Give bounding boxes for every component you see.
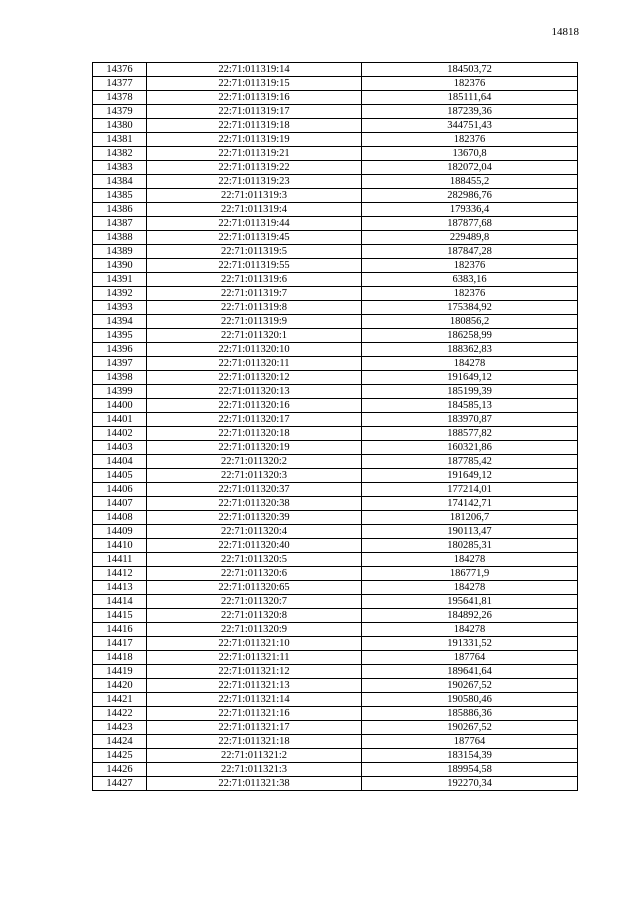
- value-cell: 185886,36: [362, 707, 578, 721]
- value-cell: 185199,39: [362, 385, 578, 399]
- value-cell: 282986,76: [362, 189, 578, 203]
- value-cell: 190267,52: [362, 679, 578, 693]
- table-row: [93, 301, 578, 315]
- value-cell: 182072,04: [362, 161, 578, 175]
- row-number-cell: 14404: [93, 455, 147, 469]
- row-number-cell: 14422: [93, 707, 147, 721]
- table-row: [93, 175, 578, 189]
- table-row: [93, 567, 578, 581]
- row-number-cell: 14416: [93, 623, 147, 637]
- table-row: [93, 665, 578, 679]
- cadastral-number-cell: 22:71:011319:8: [147, 301, 362, 315]
- cadastral-number-cell: 22:71:011319:3: [147, 189, 362, 203]
- cadastral-number-cell: 22:71:011319:22: [147, 161, 362, 175]
- row-number-cell: 14408: [93, 511, 147, 525]
- cadastral-number-cell: 22:71:011319:6: [147, 273, 362, 287]
- value-cell: 184892,26: [362, 609, 578, 623]
- row-number-cell: 14411: [93, 553, 147, 567]
- table-row: [93, 259, 578, 273]
- row-number-cell: 14387: [93, 217, 147, 231]
- cadastral-number-cell: 22:71:011319:9: [147, 315, 362, 329]
- table-row: [93, 511, 578, 525]
- value-cell: 188577,82: [362, 427, 578, 441]
- row-number-cell: 14407: [93, 497, 147, 511]
- value-cell: 182376: [362, 133, 578, 147]
- cadastral-number-cell: 22:71:011320:13: [147, 385, 362, 399]
- cadastral-number-cell: 22:71:011320:12: [147, 371, 362, 385]
- table-row: [93, 455, 578, 469]
- table-row: [93, 273, 578, 287]
- row-number-cell: 14414: [93, 595, 147, 609]
- cadastral-number-cell: 22:71:011321:11: [147, 651, 362, 665]
- value-cell: 182376: [362, 77, 578, 91]
- table-row: [93, 707, 578, 721]
- value-cell: 192270,34: [362, 777, 578, 791]
- cadastral-number-cell: 22:71:011321:3: [147, 763, 362, 777]
- row-number-cell: 14395: [93, 329, 147, 343]
- row-number-cell: 14423: [93, 721, 147, 735]
- table-row: [93, 497, 578, 511]
- row-number-cell: 14376: [93, 63, 147, 77]
- table-row: [93, 77, 578, 91]
- row-number-cell: 14421: [93, 693, 147, 707]
- value-cell: 229489,8: [362, 231, 578, 245]
- row-number-cell: 14398: [93, 371, 147, 385]
- cadastral-number-cell: 22:71:011320:3: [147, 469, 362, 483]
- row-number-cell: 14427: [93, 777, 147, 791]
- cadastral-number-cell: 22:71:011320:8: [147, 609, 362, 623]
- cadastral-number-cell: 22:71:011321:38: [147, 777, 362, 791]
- value-cell: 187847,28: [362, 245, 578, 259]
- cadastral-number-cell: 22:71:011319:55: [147, 259, 362, 273]
- cadastral-number-cell: 22:71:011319:16: [147, 91, 362, 105]
- cadastral-number-cell: 22:71:011320:4: [147, 525, 362, 539]
- cadastral-number-cell: 22:71:011321:16: [147, 707, 362, 721]
- value-cell: 190113,47: [362, 525, 578, 539]
- table-row: [93, 693, 578, 707]
- value-cell: 184278: [362, 623, 578, 637]
- table-row: [93, 441, 578, 455]
- row-number-cell: 14385: [93, 189, 147, 203]
- cadastral-number-cell: 22:71:011319:5: [147, 245, 362, 259]
- table-row: [93, 231, 578, 245]
- cadastral-number-cell: 22:71:011320:10: [147, 343, 362, 357]
- value-cell: 190580,46: [362, 693, 578, 707]
- cadastral-number-cell: 22:71:011320:6: [147, 567, 362, 581]
- value-cell: 188362,83: [362, 343, 578, 357]
- table-row: [93, 721, 578, 735]
- table-row: [93, 427, 578, 441]
- cadastral-number-cell: 22:71:011320:65: [147, 581, 362, 595]
- table-row: [93, 763, 578, 777]
- value-cell: 184278: [362, 357, 578, 371]
- value-cell: 6383,16: [362, 273, 578, 287]
- cadastral-number-cell: 22:71:011321:18: [147, 735, 362, 749]
- row-number-cell: 14379: [93, 105, 147, 119]
- row-number-cell: 14425: [93, 749, 147, 763]
- cadastral-number-cell: 22:71:011320:40: [147, 539, 362, 553]
- table-row: [93, 287, 578, 301]
- row-number-cell: 14391: [93, 273, 147, 287]
- row-number-cell: 14377: [93, 77, 147, 91]
- cadastral-number-cell: 22:71:011321:10: [147, 637, 362, 651]
- cadastral-number-cell: 22:71:011320:7: [147, 595, 362, 609]
- row-number-cell: 14412: [93, 567, 147, 581]
- cadastral-number-cell: 22:71:011320:1: [147, 329, 362, 343]
- table-row: [93, 539, 578, 553]
- cadastral-number-cell: 22:71:011319:17: [147, 105, 362, 119]
- value-cell: 182376: [362, 259, 578, 273]
- value-cell: 188455,2: [362, 175, 578, 189]
- row-number-cell: 14401: [93, 413, 147, 427]
- value-cell: 160321,86: [362, 441, 578, 455]
- value-cell: 184585,13: [362, 399, 578, 413]
- cadastral-number-cell: 22:71:011319:23: [147, 175, 362, 189]
- table-row: [93, 735, 578, 749]
- page-number: 14818: [551, 26, 579, 38]
- value-cell: 177214,01: [362, 483, 578, 497]
- value-cell: 189641,64: [362, 665, 578, 679]
- row-number-cell: 14383: [93, 161, 147, 175]
- table-row: [93, 399, 578, 413]
- row-number-cell: 14396: [93, 343, 147, 357]
- cadastral-number-cell: 22:71:011319:21: [147, 147, 362, 161]
- value-cell: 189954,58: [362, 763, 578, 777]
- row-number-cell: 14405: [93, 469, 147, 483]
- table-row: [93, 609, 578, 623]
- row-number-cell: 14389: [93, 245, 147, 259]
- cadastral-number-cell: 22:71:011320:11: [147, 357, 362, 371]
- value-cell: 185111,64: [362, 91, 578, 105]
- row-number-cell: 14390: [93, 259, 147, 273]
- cadastral-number-cell: 22:71:011321:12: [147, 665, 362, 679]
- value-cell: 186258,99: [362, 329, 578, 343]
- cadastral-number-cell: 22:71:011319:44: [147, 217, 362, 231]
- row-number-cell: 14402: [93, 427, 147, 441]
- value-cell: 180856,2: [362, 315, 578, 329]
- table-row: [93, 133, 578, 147]
- cadastral-number-cell: 22:71:011321:2: [147, 749, 362, 763]
- value-cell: 187764: [362, 651, 578, 665]
- cadastral-number-cell: 22:71:011320:37: [147, 483, 362, 497]
- cadastral-number-cell: 22:71:011320:18: [147, 427, 362, 441]
- value-cell: 187877,68: [362, 217, 578, 231]
- row-number-cell: 14392: [93, 287, 147, 301]
- value-cell: 175384,92: [362, 301, 578, 315]
- cadastral-number-cell: 22:71:011320:5: [147, 553, 362, 567]
- row-number-cell: 14381: [93, 133, 147, 147]
- value-cell: 187239,36: [362, 105, 578, 119]
- row-number-cell: 14399: [93, 385, 147, 399]
- row-number-cell: 14417: [93, 637, 147, 651]
- table-row: [93, 329, 578, 343]
- table-row: [93, 371, 578, 385]
- table-row: [93, 413, 578, 427]
- cadastral-number-cell: 22:71:011319:15: [147, 77, 362, 91]
- table-row: [93, 147, 578, 161]
- cadastral-number-cell: 22:71:011319:18: [147, 119, 362, 133]
- cadastral-number-cell: 22:71:011320:9: [147, 623, 362, 637]
- value-cell: 183154,39: [362, 749, 578, 763]
- table-row: [93, 637, 578, 651]
- cadastral-number-cell: 22:71:011320:19: [147, 441, 362, 455]
- table-row: [93, 203, 578, 217]
- table-row: [93, 749, 578, 763]
- value-cell: 191649,12: [362, 469, 578, 483]
- table-row: [93, 469, 578, 483]
- row-number-cell: 14384: [93, 175, 147, 189]
- table-row: [93, 63, 578, 77]
- table-row: [93, 119, 578, 133]
- cadastral-number-cell: 22:71:011320:16: [147, 399, 362, 413]
- row-number-cell: 14426: [93, 763, 147, 777]
- value-cell: 184278: [362, 553, 578, 567]
- table-row: [93, 777, 578, 791]
- cadastral-number-cell: 22:71:011321:14: [147, 693, 362, 707]
- row-number-cell: 14418: [93, 651, 147, 665]
- cadastral-number-cell: 22:71:011320:17: [147, 413, 362, 427]
- table-row: [93, 161, 578, 175]
- row-number-cell: 14388: [93, 231, 147, 245]
- table-row: [93, 189, 578, 203]
- table-row: [93, 315, 578, 329]
- table-row: [93, 595, 578, 609]
- value-cell: 174142,71: [362, 497, 578, 511]
- row-number-cell: 14378: [93, 91, 147, 105]
- value-cell: 190267,52: [362, 721, 578, 735]
- row-number-cell: 14420: [93, 679, 147, 693]
- value-cell: 13670,8: [362, 147, 578, 161]
- row-number-cell: 14393: [93, 301, 147, 315]
- cadastral-number-cell: 22:71:011319:45: [147, 231, 362, 245]
- cadastral-number-cell: 22:71:011319:4: [147, 203, 362, 217]
- cadastral-number-cell: 22:71:011319:19: [147, 133, 362, 147]
- row-number-cell: 14419: [93, 665, 147, 679]
- row-number-cell: 14424: [93, 735, 147, 749]
- value-cell: 187764: [362, 735, 578, 749]
- table-row: [93, 105, 578, 119]
- cadastral-number-cell: 22:71:011319:14: [147, 63, 362, 77]
- row-number-cell: 14397: [93, 357, 147, 371]
- value-cell: 195641,81: [362, 595, 578, 609]
- table-row: [93, 343, 578, 357]
- value-cell: 181206,7: [362, 511, 578, 525]
- table-row: [93, 679, 578, 693]
- cadastral-number-cell: 22:71:011321:13: [147, 679, 362, 693]
- value-cell: 344751,43: [362, 119, 578, 133]
- row-number-cell: 14415: [93, 609, 147, 623]
- table-row: [93, 623, 578, 637]
- cadastral-number-cell: 22:71:011320:2: [147, 455, 362, 469]
- table-row: [93, 651, 578, 665]
- cadastral-number-cell: 22:71:011319:7: [147, 287, 362, 301]
- row-number-cell: 14410: [93, 539, 147, 553]
- table-row: [93, 91, 578, 105]
- row-number-cell: 14413: [93, 581, 147, 595]
- table-body: [93, 63, 578, 791]
- row-number-cell: 14380: [93, 119, 147, 133]
- table-row: [93, 553, 578, 567]
- table-row: [93, 525, 578, 539]
- value-cell: 191331,52: [362, 637, 578, 651]
- row-number-cell: 14409: [93, 525, 147, 539]
- value-cell: 184278: [362, 581, 578, 595]
- row-number-cell: 14394: [93, 315, 147, 329]
- table-row: [93, 581, 578, 595]
- value-cell: 183970,87: [362, 413, 578, 427]
- row-number-cell: 14403: [93, 441, 147, 455]
- table-row: [93, 357, 578, 371]
- value-cell: 179336,4: [362, 203, 578, 217]
- row-number-cell: 14386: [93, 203, 147, 217]
- value-cell: 191649,12: [362, 371, 578, 385]
- table-row: [93, 483, 578, 497]
- cadastral-value-table: [92, 62, 578, 791]
- cadastral-number-cell: 22:71:011320:39: [147, 511, 362, 525]
- value-cell: 186771,9: [362, 567, 578, 581]
- row-number-cell: 14406: [93, 483, 147, 497]
- value-cell: 187785,42: [362, 455, 578, 469]
- value-cell: 180285,31: [362, 539, 578, 553]
- value-cell: 182376: [362, 287, 578, 301]
- value-cell: 184503,72: [362, 63, 578, 77]
- cadastral-number-cell: 22:71:011320:38: [147, 497, 362, 511]
- row-number-cell: 14400: [93, 399, 147, 413]
- cadastral-number-cell: 22:71:011321:17: [147, 721, 362, 735]
- table-row: [93, 217, 578, 231]
- row-number-cell: 14382: [93, 147, 147, 161]
- table-row: [93, 245, 578, 259]
- table-row: [93, 385, 578, 399]
